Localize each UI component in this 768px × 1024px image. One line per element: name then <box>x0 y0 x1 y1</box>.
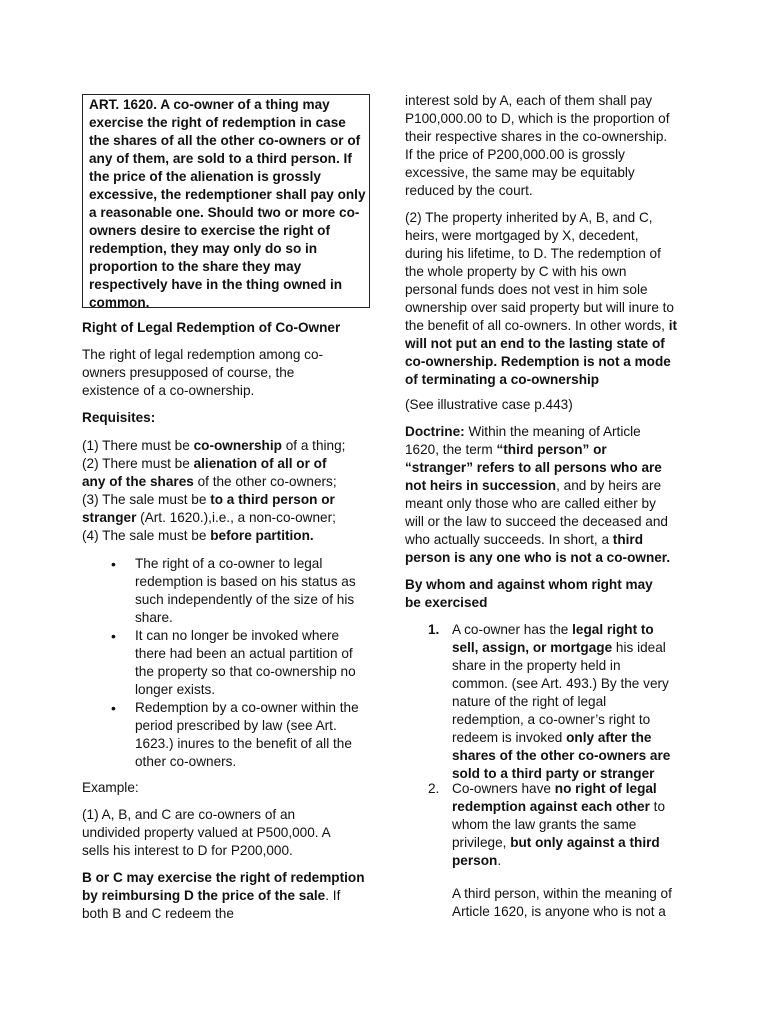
bullet-icon: • <box>111 700 116 716</box>
bullet-icon: • <box>111 628 116 644</box>
example-1: (1) A, B, and C are co-owners of an undivided property valued at P500,000. A sells his interest to D for P200,000. <box>82 807 330 858</box>
example-label: Example: <box>82 780 139 795</box>
list-item: • The right of a co-owner to legal redemption is based on his status as such independently of the size of his share. <box>111 556 356 625</box>
example-1-continued: interest sold by A, each of them shall pay P100,000.00 to D, which is the proportion of their respective shares in the co-ownership. If the price of P200,000.00 is grossly excessive, the same may be equitably reduced by the court. <box>405 93 670 198</box>
intro-paragraph: The right of legal redemption among co-owners presupposed of course, the existence of a co-ownership. <box>82 347 324 398</box>
see-case: (See illustrative case p.443) <box>405 397 573 412</box>
list-item: • It can no longer be invoked where there had been an actual partition of the property so that co-ownership no longer exists. <box>111 628 356 697</box>
article-text: ART. 1620. A co-owner of a thing may exercise the right of redemption in case the shares of all the other co-owners or of any of them, are sold to a third person. If the price of the alienation is grossly excessive, the redemptioner shall pay only a reasonable one. Should two or more co-owners desire to exercise the right of redemption, they may only do so in proportion to the share they may respectively have in the thing owned in common. <box>89 97 366 310</box>
requisite-4: (4) The sale must be before partition. <box>82 528 314 543</box>
bullet-icon: • <box>111 556 116 572</box>
requisite-1: (1) There must be co-ownership of a thing; <box>82 438 346 453</box>
example-1-conclusion: B or C may exercise the right of redemption by reimbursing D the price of the sale. If both B and C redeem the <box>82 870 365 921</box>
requisites-list <box>82 437 372 545</box>
closing-paragraph: A third person, within the meaning of Article 1620, is anyone who is not a <box>452 886 672 919</box>
requisites-heading: Requisites: <box>82 410 156 425</box>
list-item: 1. A co-owner has the legal right to sell, assign, or mortgage his ideal share in the property held in common. (see Art. 493.) By the very nature of the right of legal redemption, a co-owner’s right to redeem is invoked only after the shares of the other co-owners are sold to a third party or stranger <box>428 622 671 781</box>
section-heading: Right of Legal Redemption of Co-Owner <box>82 320 341 335</box>
section-heading-2: By whom and against whom right may be exercised <box>405 577 653 610</box>
list-item: 2. Co-owners have no right of legal redemption against each other to whom the law grants the same privilege, but only against a third person. <box>428 781 666 868</box>
article-box <box>82 94 370 308</box>
doctrine: Doctrine: Within the meaning of Article 1620, the term “third person” or “stranger” refers to all persons who are not heirs in succession, and by heirs are meant only those who are called either by will or the law to succeed the deceased and who actually succeeds. In short, a third person is any one who is not a co-owner. <box>405 424 671 565</box>
list-item: • Redemption by a co-owner within the period prescribed by law (see Art. 1623.) inures to the benefit of all the other co-owners. <box>111 700 359 769</box>
example-2: (2) The property inherited by A, B, and C, heirs, were mortgaged by X, decedent, during his lifetime, to D. The redemption of the whole property by C with his own personal funds does not vest in him sole ownership over said property but will inure to the benefit of all co-owners. In other words, it will not put an end to the lasting state of co-ownership. Redemption is not a mode of terminating a co-ownership <box>405 210 678 387</box>
requisite-3: (3) The sale must be to a third person or stranger (Art. 1620.),i.e., a non-co-owner; <box>82 492 336 525</box>
requisite-2: (2) There must be alienation of all or of any of the shares of the other co-owners; <box>82 456 337 489</box>
